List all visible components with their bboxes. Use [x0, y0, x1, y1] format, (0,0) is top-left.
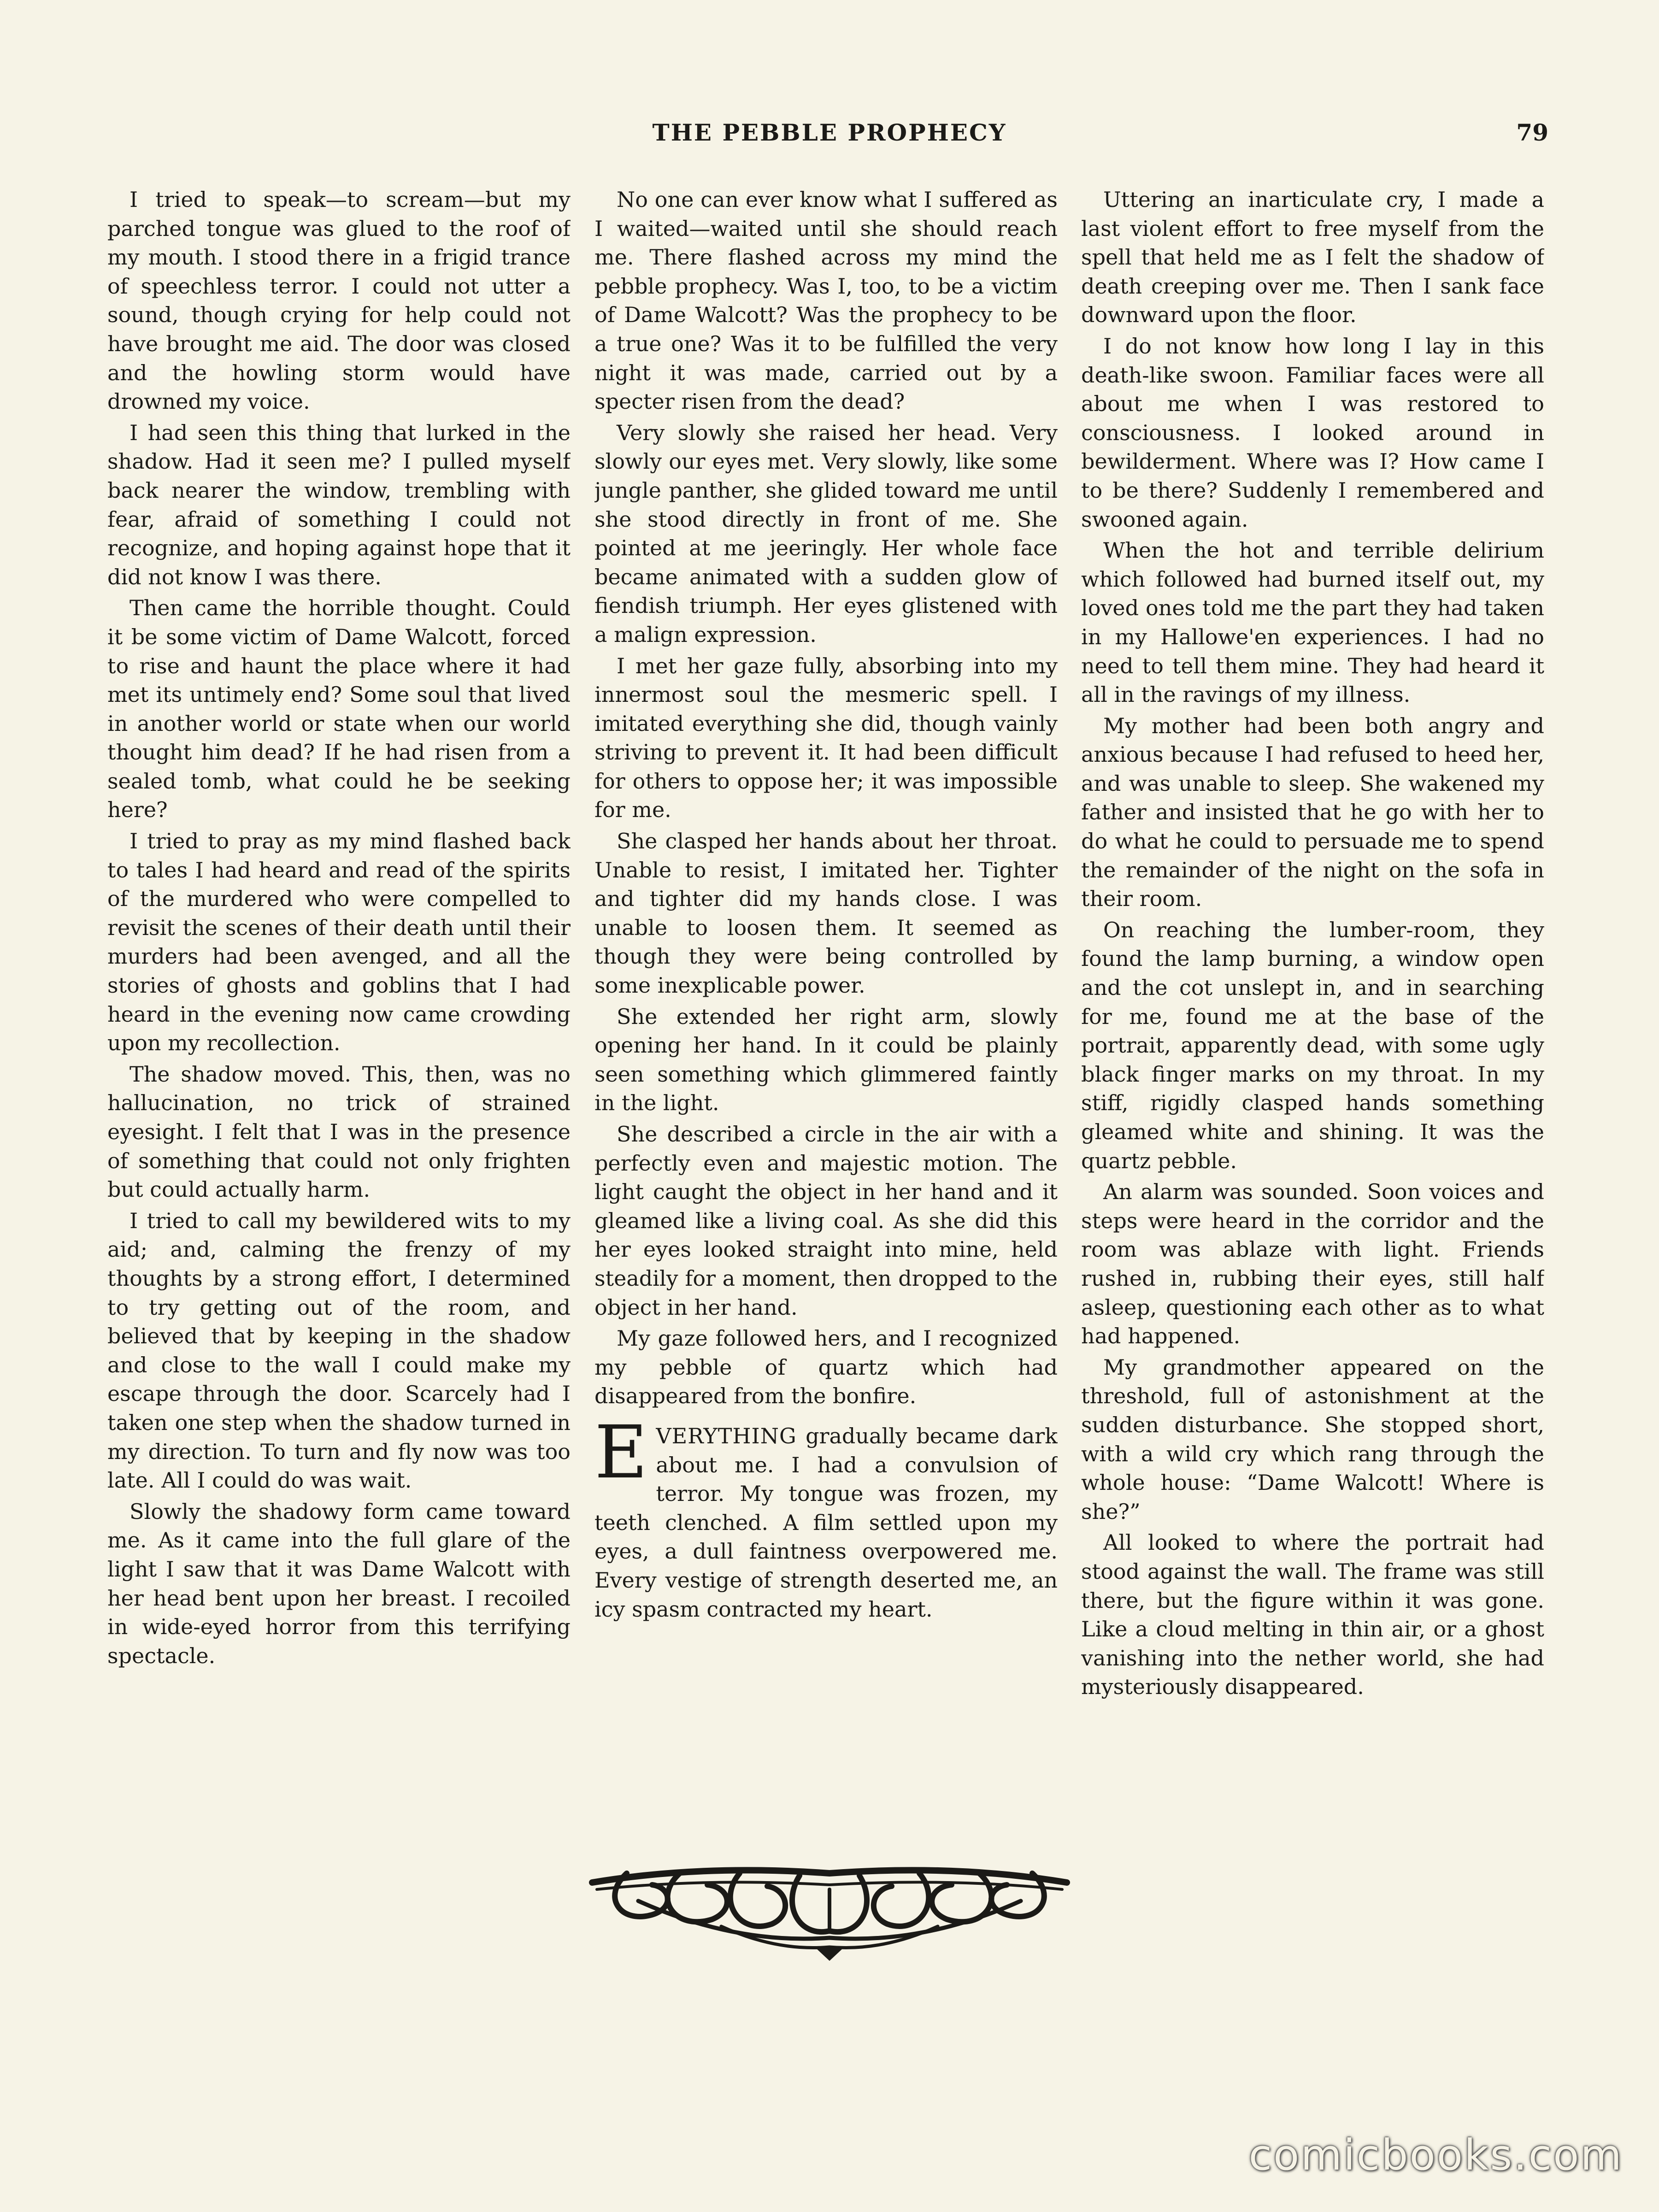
- paragraph: I had seen this thing that lurked in the shadow. Had it seen me? I pulled myself back nearer the window, trembling with fear, afraid of something I could not recognize, and hoping against hope that it did not know I was there.: [107, 420, 571, 589]
- art-nouveau-tailpiece-ornament-icon: [583, 1846, 1076, 1965]
- paragraph: On reaching the lumber-room, they found the lamp burning, a window open and the cot unslept in, and in searching for me, found me at the base of the portrait, apparently dead, with some ugly black finger marks on my throat. In my stiff, rigidly clasped hands something gleamed white and shining. It was the quartz pebble.: [1081, 917, 1544, 1173]
- paragraph: My mother had been both angry and anxious because I had refused to heed her, and was unable to sleep. She wakened my father and insisted that he go with her to do what he could to persuade me to spend the remainder of the night on the sofa in their room.: [1081, 713, 1544, 912]
- paragraph: My grandmother appeared on the threshold, full of astonishment at the sudden disturbance. She stopped short, with a wild cry which rang through the whole house: “Dame Walcott! Where is she?”: [1081, 1354, 1544, 1524]
- paragraph: I tried to speak—to scream—but my parched tongue was glued to the roof of my mouth. I stood there in a frigid trance of speechless terror. I could not utter a sound, though crying for help could not have brought me aid. The door was closed and the howling storm would have drowned my voice.: [107, 187, 571, 414]
- paragraph: My gaze followed hers, and I recognized my pebble of quartz which had disappeared from the bonfire.: [594, 1326, 1058, 1409]
- text-column-2: [594, 185, 1058, 1706]
- text-column-3: [1081, 185, 1544, 1706]
- drop-cap-lead-word: VERYTHING: [656, 1423, 797, 1448]
- running-title: THE PEBBLE PROPHECY: [652, 119, 1007, 146]
- site-watermark: comicbooks.com: [1248, 2130, 1623, 2180]
- paragraph: She extended her right arm, slowly opening her hand. In it could be plainly seen something which glimmered faintly in the light.: [594, 1004, 1058, 1116]
- page-number: 79: [1516, 119, 1548, 146]
- paragraph: I tried to call my bewildered wits to my aid; and, calming the frenzy of my thoughts by a strong effort, I determined to try getting out of the room, and believed that by keeping in the shadow and close to the wall I could make my escape through the door. Scarcely had I taken one step when the shadow turned in my direction. To turn and fly now was too late. All I could do was wait.: [107, 1208, 571, 1493]
- paragraph: She clasped her hands about her throat. Unable to resist, I imitated her. Tighter and tighter did my hands close. I was unable to loosen them. It seemed as though they were being controlled by some inexplicable power.: [594, 829, 1058, 998]
- paragraph: The shadow moved. This, then, was no hallucination, no trick of strained eyesight. I felt that I was in the presence of something that could not only frighten but could actually harm.: [107, 1061, 571, 1202]
- paragraph: Very slowly she raised her head. Very slowly our eyes met. Very slowly, like some jungle panther, she glided toward me until she stood directly in front of me. She pointed at me jeeringly. Her whole face became animated with a sudden glow of fiendish triumph. Her eyes glistened with a malign expression.: [594, 420, 1058, 647]
- paragraph: I do not know how long I lay in this death-like swoon. Familiar faces were all about me when I was restored to consciousness. I looked around in bewilderment. Where was I? How came I to be there? Suddenly I remembered and swooned again.: [1081, 333, 1544, 532]
- paragraph: She described a circle in the air with a perfectly even and majestic motion. The light caught the object in her hand and it gleamed like a living coal. As she did this her eyes looked straight into mine, held steadily for a moment, then dropped to the object in her hand.: [594, 1122, 1058, 1320]
- paragraph: Slowly the shadowy form came toward me. As it came into the full glare of the light I saw that it was Dame Walcott with her head bent upon her breast. I recoiled in wide-eyed horror from this terrifying spectacle.: [107, 1499, 571, 1668]
- drop-cap-paragraph: [594, 1410, 1058, 1624]
- text-column-1: [107, 185, 571, 1706]
- paragraph: Uttering an inarticulate cry, I made a last violent effort to free myself from the spell that held me as I felt the shadow of death creeping over me. Then I sank face downward upon the floor.: [1081, 187, 1544, 328]
- paragraph: No one can ever know what I suffered as I waited—waited until she should reach me. There flashed across my mind the pebble prophecy. Was I, too, to be a victim of Dame Walcott? Was the prophecy to be a true one? Was it to be fulfilled the very night it was made, carried out by a specter risen from the dead?: [594, 187, 1058, 414]
- paragraph: When the hot and terrible delirium which followed had burned itself out, my loved ones told me the part they had taken in my Hallowe'en experiences. I had no need to tell them mine. They had heard it all in the ravings of my illness.: [1081, 538, 1544, 707]
- paragraph: I met her gaze fully, absorbing into my innermost soul the mesmeric spell. I imitated everything she did, though vainly striving to prevent it. It had been difficult for others to oppose her; it was impossible for me.: [594, 653, 1058, 823]
- paragraph: All looked to where the portrait had stood against the wall. The frame was still there, but the figure within it was gone. Like a cloud melting in thin air, or a ghost vanishing into the nether world, she had mysteriously disappeared.: [1081, 1530, 1544, 1700]
- paragraph: An alarm was sounded. Soon voices and steps were heard in the corridor and the room was ablaze with light. Friends rushed in, rubbing their eyes, still half asleep, questioning each other as to what had happened.: [1081, 1179, 1544, 1349]
- paragraph: Then came the horrible thought. Could it be some victim of Dame Walcott, forced to rise and haunt the place where it had met its untimely end? Some soul that lived in another world or state when our world thought him dead? If he had risen from a sealed tomb, what could he be seeking here?: [107, 595, 571, 823]
- drop-cap-letter: E: [594, 1410, 648, 1495]
- paragraph: I tried to pray as my mind flashed back to tales I had heard and read of the spirits of the murdered who were compelled to revisit the scenes of their death until their murders had been avenged, and all the stories of ghosts and goblins that I had heard in the evening now came crowding upon my recollection.: [107, 829, 571, 1056]
- drop-cap-paragraph-text: gradually became dark about me. I had a convulsion of terror. My tongue was frozen, my teeth clenched. A film settled upon my eyes, a dull faintness overpowered me. Every vestige of strength deserted me, an icy spasm contracted my heart.: [594, 1423, 1058, 1622]
